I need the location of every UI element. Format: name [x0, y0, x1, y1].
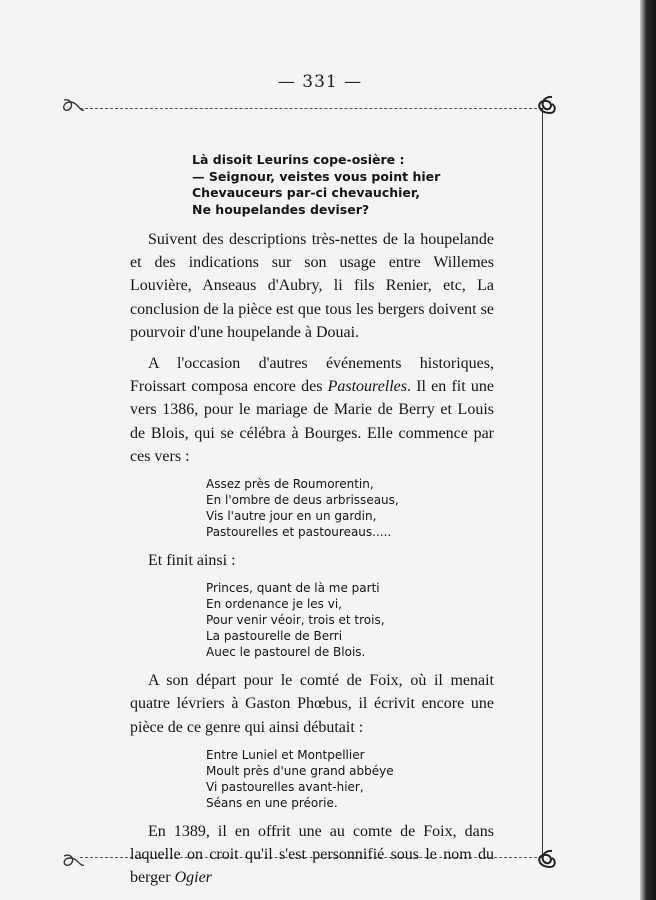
verse-block-2 [206, 476, 494, 540]
paragraph-4: A son départ pour le comté de Foix, où il menait quatre lévriers à Gaston Phœbus, il écrivit encore une pièce de ce genre qui ainsi débutait : [130, 672, 494, 736]
verse-line: Vis l'autre jour en un gardin, [206, 509, 377, 524]
verse-line: Entre Luniel et Montpellier [206, 747, 365, 762]
page-content [130, 152, 494, 897]
verse-line: En l'ombre de deus arbrisseaus, [206, 493, 399, 508]
verse-line: — Seignour, veistes vous point hier [192, 168, 441, 184]
verse-line: Là disoit Leurins cope-osière : [192, 152, 405, 167]
paragraph-5 [130, 820, 494, 890]
paragraph-5-italic: Ogier [174, 869, 212, 887]
page-number: — 331 — [277, 72, 363, 92]
verse-line: Séans en une préorie. [206, 795, 338, 810]
verse-line: En ordenance je les vi, [206, 597, 342, 612]
book-spine-edge [640, 0, 656, 900]
corner-ornament-icon [532, 94, 558, 116]
paragraph-5-text: En 1389, il en offrit une au comte de Foix, dans laquelle on croit qu'il s'est personnifié sous le nom du berger [130, 822, 494, 887]
paragraph-2 [130, 352, 494, 468]
verse-line: Auec le pastourel de Blois. [206, 645, 366, 660]
paragraph-2-italic: Pastourelles [327, 378, 408, 396]
paragraph-3: Et finit ainsi : [148, 552, 236, 570]
corner-ornament-icon [60, 850, 86, 872]
verse-line: La pastourelle de Berri [206, 629, 343, 644]
verse-line: Princes, quant de là me parti [206, 581, 380, 596]
paragraph-2-text-a: A l'occasion d'autres événements historiques, Froissart composa encore des [130, 355, 494, 396]
corner-ornament-icon [532, 848, 558, 870]
verse-block-3 [206, 580, 494, 660]
verse-line: Chevauceurs par-ci chevauchier, [192, 185, 420, 200]
verse-line: Pour venir véoir, trois et trois, [206, 613, 385, 628]
paragraph-2-text-b: . Il en fit une vers 1386, pour le mariage de Marie de Berry et Louis de Blois, qui se célébra à Bourges. Elle commence par ces vers : [130, 378, 494, 465]
verse-block-4 [206, 747, 494, 811]
verse-line: Vi pastourelles avant-hier, [206, 779, 364, 794]
verse-line: Assez près de Roumorentin, [206, 477, 374, 492]
frame-top-rule [80, 108, 542, 109]
paragraph-1: Suivent des descriptions très-nettes de la houpelande et des indications sur son usage entre Willemes Louvière, Anseaus d'Aubry, li fils Renier, etc, La conclusion de la pièce est que tous les bergers doivent se pourvoir d'une houpelande à Douai. [130, 231, 494, 341]
corner-ornament-icon [60, 96, 86, 118]
verse-block-1 [192, 152, 494, 218]
verse-line: Pastourelles et pastoureaus..... [206, 525, 392, 540]
frame-right-rule [542, 108, 543, 857]
verse-line: Moult près d'une grand abbéye [206, 763, 394, 778]
verse-line: Ne houpelandes deviser? [192, 201, 370, 217]
